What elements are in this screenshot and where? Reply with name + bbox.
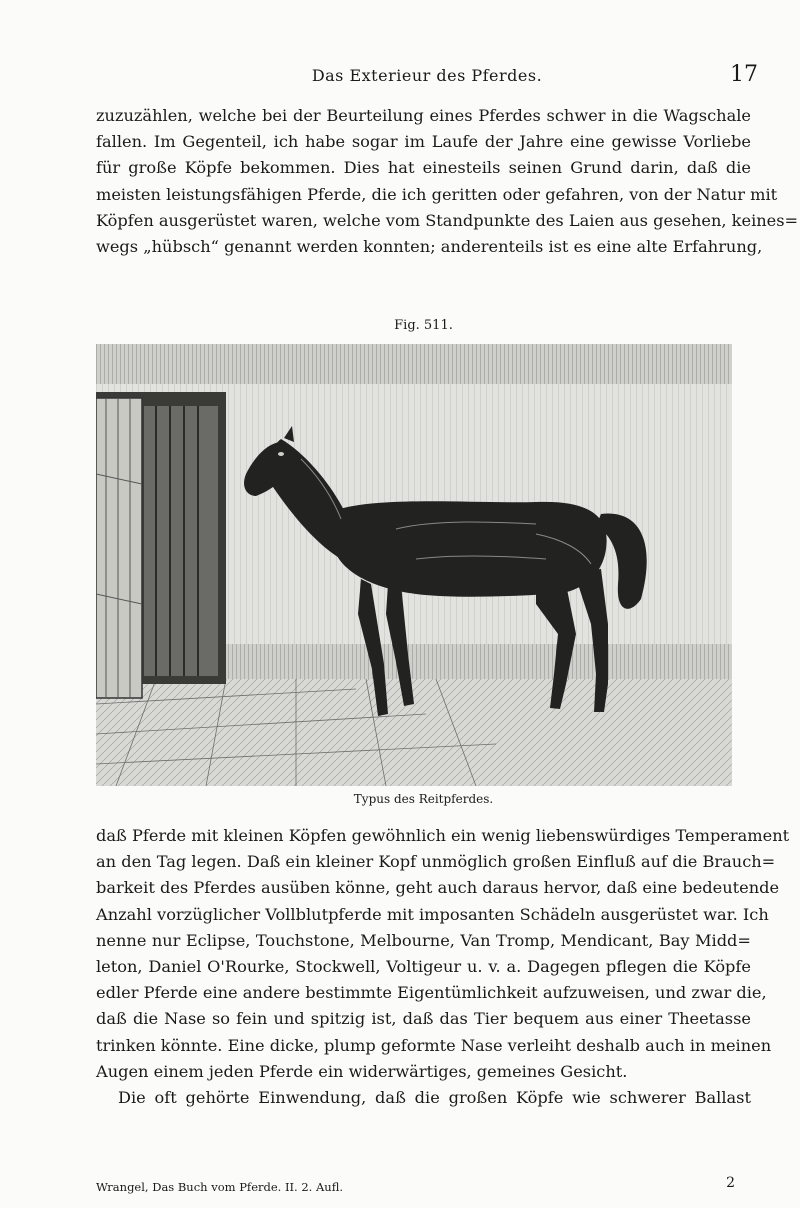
publisher-line: Wrangel, Das Buch vom Pferde. II. 2. Aufl. xyxy=(96,1180,344,1194)
text-line: daß Pferde mit kleinen Köpfen gewöhnlich ein wenig liebenswürdiges Temperament xyxy=(96,826,790,845)
text-line: für große Köpfe bekommen. Dies hat einesteils seinen Grund darin, daß die xyxy=(96,158,751,178)
signature-mark: 2 xyxy=(726,1175,735,1191)
text-line: daß die Nase so fein und spitzig ist, daß das Tier bequem aus einer Theetasse xyxy=(96,1009,751,1029)
figure-label: Fig. 511. xyxy=(394,318,453,333)
text-line: leton, Daniel O'Rourke, Stockwell, Voltigeur u. v. a. Dagegen pflegen die Köpfe xyxy=(96,957,751,977)
text-line: wegs „hübsch“ genannt werden konnten; anderenteils ist es eine alte Erfahrung, xyxy=(96,237,763,257)
text-line: fallen. Im Gegenteil, ich habe sogar im Laufe der Jahre eine gewisse Vorliebe xyxy=(96,132,751,152)
figure-caption: Typus des Reitpferdes. xyxy=(353,792,494,806)
stable-floor xyxy=(96,679,732,786)
horse-illustration xyxy=(96,344,732,786)
text-line: an den Tag legen. Daß ein kleiner Kopf unmöglich großen Einfluß auf die Brauch= xyxy=(96,852,776,872)
page-number: 17 xyxy=(730,62,758,87)
text-line: barkeit des Pferdes ausüben könne, geht auch daraus hervor, daß eine bedeutende xyxy=(96,878,780,898)
text-line: Die oft gehörte Einwendung, daß die großen Köpfe wie schwerer Ballast xyxy=(118,1088,751,1108)
text-line: zuzuzählen, welche bei der Beurteilung eines Pferdes schwer in die Wagschale xyxy=(96,106,751,125)
paragraph-top xyxy=(96,103,799,260)
paragraph-bottom xyxy=(96,823,790,1111)
horse-engraving xyxy=(96,344,732,786)
text-line: Köpfen ausgerüstet waren, welche vom Standpunkte des Laien aus gesehen, keines= xyxy=(96,210,799,230)
wall-top-shading xyxy=(96,344,732,384)
text-line: Augen einem jeden Pferde ein widerwärtiges, gemeines Gesicht. xyxy=(96,1061,628,1081)
horse-eye xyxy=(278,452,284,456)
text-line: trinken könnte. Eine dicke, plump geformte Nase verleiht deshalb auch in meinen xyxy=(96,1035,772,1055)
running-title: Das Exterieur des Pferdes. xyxy=(311,66,543,85)
text-line: nenne nur Eclipse, Touchstone, Melbourne, Van Tromp, Mendicant, Bay Midd= xyxy=(96,930,751,950)
running-header xyxy=(96,62,758,92)
text-line: meisten leistungsfähigen Pferde, die ich geritten oder gefahren, von der Natur mit xyxy=(96,184,778,204)
text-line: edler Pferde eine andere bestimmte Eigentümlichkeit aufzuweisen, und zwar die, xyxy=(96,983,767,1003)
text-line: Anzahl vorzüglicher Vollblutpferde mit imposanten Schädeln ausgerüstet war. Ich xyxy=(96,904,769,924)
open-door xyxy=(96,398,142,698)
